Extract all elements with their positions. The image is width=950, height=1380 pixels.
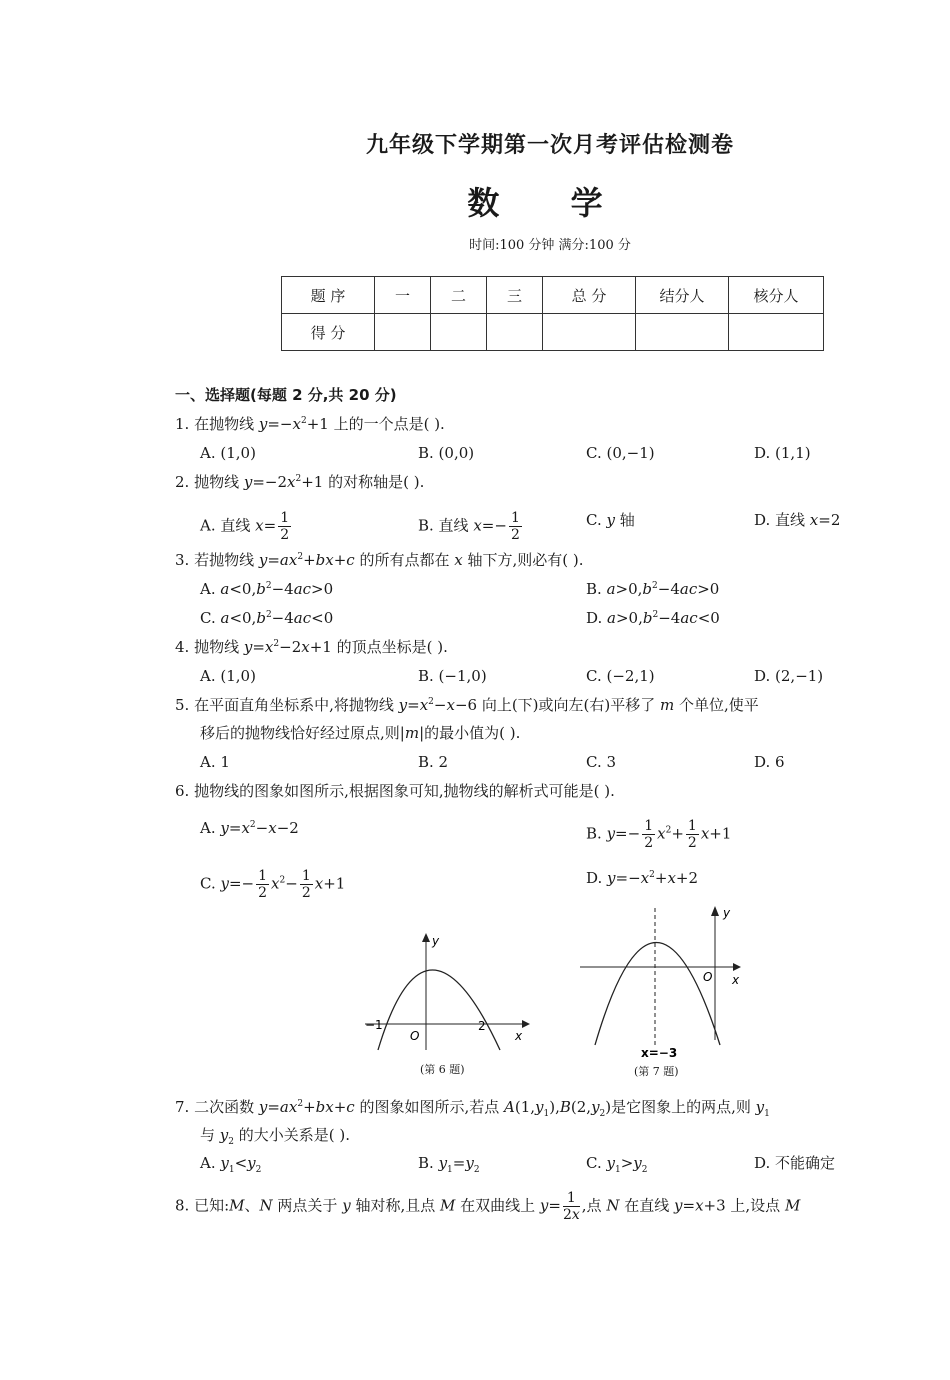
y-axis-arrow-icon bbox=[422, 933, 430, 942]
option-d: D. $a>0,b^2-4ac<0$ bbox=[586, 609, 720, 627]
option-d: D. 不能确定 bbox=[754, 1154, 836, 1172]
figure-6 bbox=[360, 930, 530, 1055]
score-header-cell: 结分人 bbox=[636, 277, 729, 314]
question-number: 2. bbox=[175, 473, 190, 491]
option-b: B. $a>0,b^2-4ac>0$ bbox=[586, 580, 720, 598]
option-a: A. (1,0) bbox=[200, 667, 256, 685]
origin-label: O bbox=[703, 970, 713, 984]
exam-title: 九年级下学期第一次月考评估检测卷 bbox=[365, 133, 734, 158]
question-1: 1. 在抛物线 $y=-x^2+1$ 上的一个点是( ). bbox=[175, 415, 445, 433]
option-b: B. $y_1=y_2$ bbox=[418, 1154, 480, 1175]
question-number: 4. bbox=[175, 638, 190, 656]
option-c: C. $y_1>y_2$ bbox=[586, 1154, 648, 1175]
parabola-curve bbox=[595, 943, 720, 1046]
score-row-label: 得 分 bbox=[282, 314, 375, 351]
time-info: 时间:100 分钟 满分:100 分 bbox=[469, 238, 631, 253]
question-8: 8. 已知:M、N 两点关于 y 轴对称,且点 M 在双曲线上 y= $\frac{1}{2x}$ ,点 N 在直线 y=x+3 上,设点 M bbox=[175, 1190, 801, 1223]
option-c: C. (0,−1) bbox=[586, 444, 655, 462]
option-a: A. $y=x^2-x-2$ bbox=[200, 819, 299, 837]
x-label: x bbox=[732, 973, 740, 987]
option-b: B. y=− $\frac{1}{2}$ $x^2+$ $\frac{1}{2}$ x+1 bbox=[586, 818, 732, 851]
y-axis-arrow-icon bbox=[711, 906, 719, 916]
option-a: A. 1 bbox=[200, 753, 230, 771]
option-c: C. y=− $\frac{1}{2}$ $x^2-$ $\frac{1}{2}$ x+1 bbox=[200, 868, 346, 901]
question-2: 2. 抛物线 $y=-2x^2+1$ 的对称轴是( ). bbox=[175, 473, 425, 491]
option-d: D. 直线 x=2 bbox=[754, 511, 841, 529]
option-c: C. $a<0,b^2-4ac<0$ bbox=[200, 609, 334, 627]
score-cell bbox=[729, 314, 824, 351]
score-header-cell: 总 分 bbox=[543, 277, 636, 314]
option-a: A. $a<0,b^2-4ac>0$ bbox=[200, 580, 334, 598]
option-b: B. (−1,0) bbox=[418, 667, 487, 685]
option-a: A. 直线 x= $\frac{1}{2}$ bbox=[200, 510, 290, 543]
option-d: D. (1,1) bbox=[754, 444, 811, 462]
score-cell bbox=[543, 314, 636, 351]
option-d: D. 6 bbox=[754, 753, 785, 771]
option-a: A. (1,0) bbox=[200, 444, 256, 462]
option-c: C. y 轴 bbox=[586, 511, 635, 529]
subject-title: 数 学 bbox=[467, 184, 633, 222]
question-number: 5. bbox=[175, 696, 190, 714]
question-number: 7. bbox=[175, 1098, 190, 1116]
section-title: 一、选择题(每题 2 分,共 20 分) bbox=[175, 386, 397, 404]
two-label: 2 bbox=[478, 1019, 486, 1033]
neg1-label: −1 bbox=[365, 1018, 383, 1032]
x-axis-arrow-icon bbox=[522, 1020, 530, 1028]
y-label: y bbox=[432, 934, 440, 948]
option-d: D. (2,−1) bbox=[754, 667, 824, 685]
score-header-cell: 题 序 bbox=[282, 277, 375, 314]
score-header-cell: 一 bbox=[375, 277, 431, 314]
score-header-cell: 核分人 bbox=[729, 277, 824, 314]
figure-7-caption: (第 7 题) bbox=[634, 1065, 679, 1078]
question-number: 8. bbox=[175, 1196, 190, 1215]
x-label: x bbox=[515, 1029, 523, 1043]
option-c: C. 3 bbox=[586, 753, 617, 771]
option-b: B. 直线 x=− $\frac{1}{2}$ bbox=[418, 510, 520, 543]
question-text: 抛物线的图象如图所示,根据图象可知,抛物线的解析式可能是( ). bbox=[194, 782, 615, 800]
score-cell bbox=[375, 314, 431, 351]
option-c: C. (−2,1) bbox=[586, 667, 655, 685]
figure-7 bbox=[575, 900, 750, 1060]
question-number: 6. bbox=[175, 782, 190, 800]
question-7: 7. 二次函数 $y=ax^2+bx+c$ 的图象如图所示,若点 $A(1,y_1),B(2,y_2)$是它图象上的两点,则 $y_1$ bbox=[175, 1098, 770, 1119]
question-5-cont: 移后的抛物线恰好经过原点,则|m|的最小值为( ). bbox=[200, 724, 521, 742]
score-cell bbox=[487, 314, 543, 351]
question-5: 5. 在平面直角坐标系中,将抛物线 $y=x^2-x-6$ 向上(下)或向左(右)平移了 m 个单位,使平 bbox=[175, 696, 759, 714]
origin-label: O bbox=[410, 1029, 420, 1043]
score-cell bbox=[431, 314, 487, 351]
x-axis-arrow-icon bbox=[733, 963, 741, 971]
question-4: 4. 抛物线 $y=x^2-2x+1$ 的顶点坐标是( ). bbox=[175, 638, 448, 656]
score-table-header-row bbox=[282, 277, 824, 314]
figure-6-caption: (第 6 题) bbox=[420, 1063, 465, 1076]
option-d: D. $y=-x^2+x+2$ bbox=[586, 869, 699, 887]
parabola-curve bbox=[378, 970, 500, 1050]
y-label: y bbox=[723, 906, 731, 920]
question-number: 1. bbox=[175, 415, 190, 433]
score-table bbox=[281, 276, 824, 351]
option-a: A. $y_1<y_2$ bbox=[200, 1154, 262, 1175]
question-6 bbox=[175, 781, 615, 801]
axis-label: x=−3 bbox=[641, 1046, 678, 1060]
option-b: B. (0,0) bbox=[418, 444, 475, 462]
question-3: 3. 若抛物线 $y=ax^2+bx+c$ 的所有点都在 x 轴下方,则必有( ). bbox=[175, 551, 584, 569]
option-b: B. 2 bbox=[418, 753, 449, 771]
question-number: 3. bbox=[175, 551, 190, 569]
question-7-cont: 与 $y_2$ 的大小关系是( ). bbox=[200, 1126, 351, 1147]
score-table-row bbox=[282, 314, 824, 351]
score-cell bbox=[636, 314, 729, 351]
score-header-cell: 三 bbox=[487, 277, 543, 314]
score-header-cell: 二 bbox=[431, 277, 487, 314]
